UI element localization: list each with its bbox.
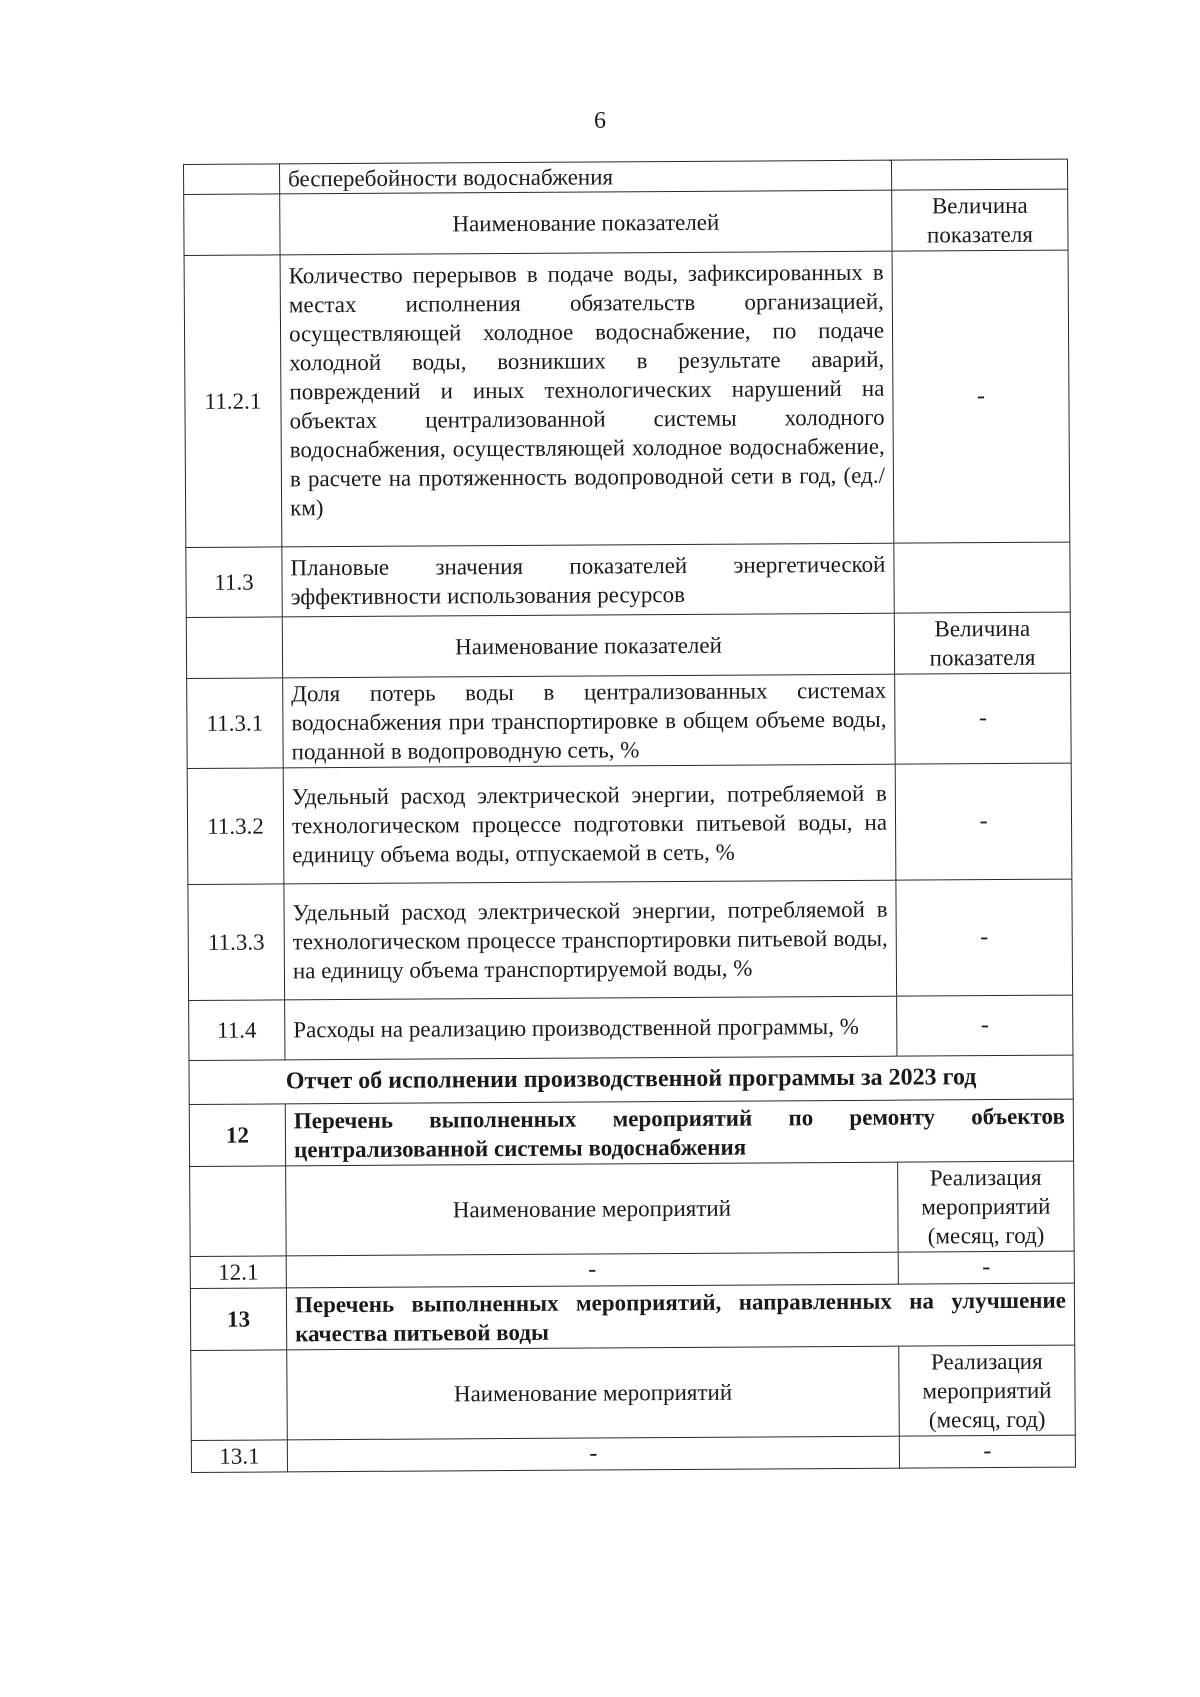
- table-row: [188, 879, 1073, 1000]
- column-header-value: Реализация мероприятий (месяц, год): [898, 1161, 1075, 1252]
- row-text: Плановые значения показателей энергетической эффективности использования ресурсов: [282, 543, 894, 617]
- row-value: [891, 159, 1067, 190]
- header-row: [191, 1345, 1076, 1440]
- row-number: [190, 1166, 287, 1257]
- section-row: [189, 1055, 1073, 1104]
- column-header-value: Реализация мероприятий (месяц, год): [899, 1345, 1076, 1436]
- table-row: [187, 763, 1072, 884]
- table-row: [184, 250, 1070, 547]
- row-text: Доля потерь воды в централизованных системах водоснабжения при транспортировке в общем объеме воды, поданной в водопроводную сеть, %: [283, 674, 896, 768]
- row-number: 11.3: [186, 547, 282, 618]
- page-number: 6: [594, 108, 606, 134]
- table-row: [190, 1251, 1074, 1288]
- row-text: -: [287, 1436, 899, 1472]
- header-row: [184, 189, 1068, 255]
- column-header-name: Наименование мероприятий: [287, 1346, 900, 1440]
- row-text: Расходы на реализацию производственной программы, %: [285, 996, 897, 1060]
- table-row: [187, 673, 1072, 768]
- header-row: [190, 1161, 1075, 1256]
- row-value: -: [897, 995, 1073, 1056]
- row-number: 11.2.1: [184, 255, 282, 548]
- row-value: -: [895, 673, 1072, 764]
- table-row: [191, 1435, 1075, 1472]
- table-row: [189, 995, 1073, 1060]
- row-number: 11.3.3: [188, 884, 285, 1001]
- column-header-name: Наименование мероприятий: [286, 1162, 899, 1256]
- row-value: [894, 542, 1070, 613]
- column-header-name: Наименование показателей: [280, 190, 892, 255]
- column-header-name: Наименование показателей: [282, 613, 894, 678]
- row-number: [184, 194, 280, 256]
- table-row: [186, 542, 1070, 617]
- indicators-table: [183, 159, 1076, 1473]
- row-value: -: [892, 250, 1070, 543]
- header-row: [186, 612, 1070, 678]
- row-number: 13.1: [191, 1440, 287, 1473]
- table-row: [189, 1099, 1073, 1166]
- row-number: 11.4: [189, 1000, 285, 1061]
- row-number: [191, 1350, 288, 1441]
- row-text: Перечень выполненных мероприятий по ремонту объектов централизованной системы водоснабжения: [285, 1099, 1073, 1166]
- row-text: Количество перерывов в подаче воды, зафиксированных в местах исполнения обязательств организацией, осуществляющей холодное водоснабжение, по подаче холодной воды, возникших в результате аварий, повреждений и иных технологических нарушений на объектах централизованной системы холодного водоснабжения, осуществляющей холодное водоснабжение, в расчете на протяженность водопроводной сети в год, (ед./км): [280, 251, 894, 547]
- section-title: Отчет об исполнении производственной программы за 2023 год: [189, 1055, 1073, 1104]
- row-value: -: [899, 1435, 1075, 1468]
- row-value: -: [898, 1251, 1074, 1284]
- row-text: бесперебойности водоснабжения: [280, 160, 892, 194]
- row-number: 12: [189, 1104, 285, 1167]
- row-value: -: [896, 879, 1073, 996]
- row-text: -: [286, 1252, 898, 1288]
- row-number: 13: [190, 1288, 286, 1351]
- row-number: 12.1: [190, 1256, 286, 1289]
- table-row: [190, 1283, 1074, 1350]
- row-value: -: [895, 763, 1072, 880]
- row-number: 11.3.2: [187, 768, 284, 885]
- row-text: Перечень выполненных мероприятий, направленных на улучшение качества питьевой воды: [286, 1283, 1074, 1350]
- row-text: Удельный расход электрической энергии, потребляемой в технологическом процессе подготовки питьевой воды, на единицу объема воды, отпускаемой в сеть, %: [283, 764, 896, 884]
- row-number: [184, 164, 280, 195]
- column-header-value: Величина показателя: [894, 612, 1070, 674]
- row-text: Удельный расход электрической энергии, потребляемой в технологическом процессе транспортировки питьевой воды, на единицу объема транспортируемой воды, %: [284, 880, 897, 1000]
- column-header-value: Величина показателя: [892, 189, 1068, 251]
- row-number: 11.3.1: [187, 678, 284, 769]
- row-number: [186, 617, 282, 679]
